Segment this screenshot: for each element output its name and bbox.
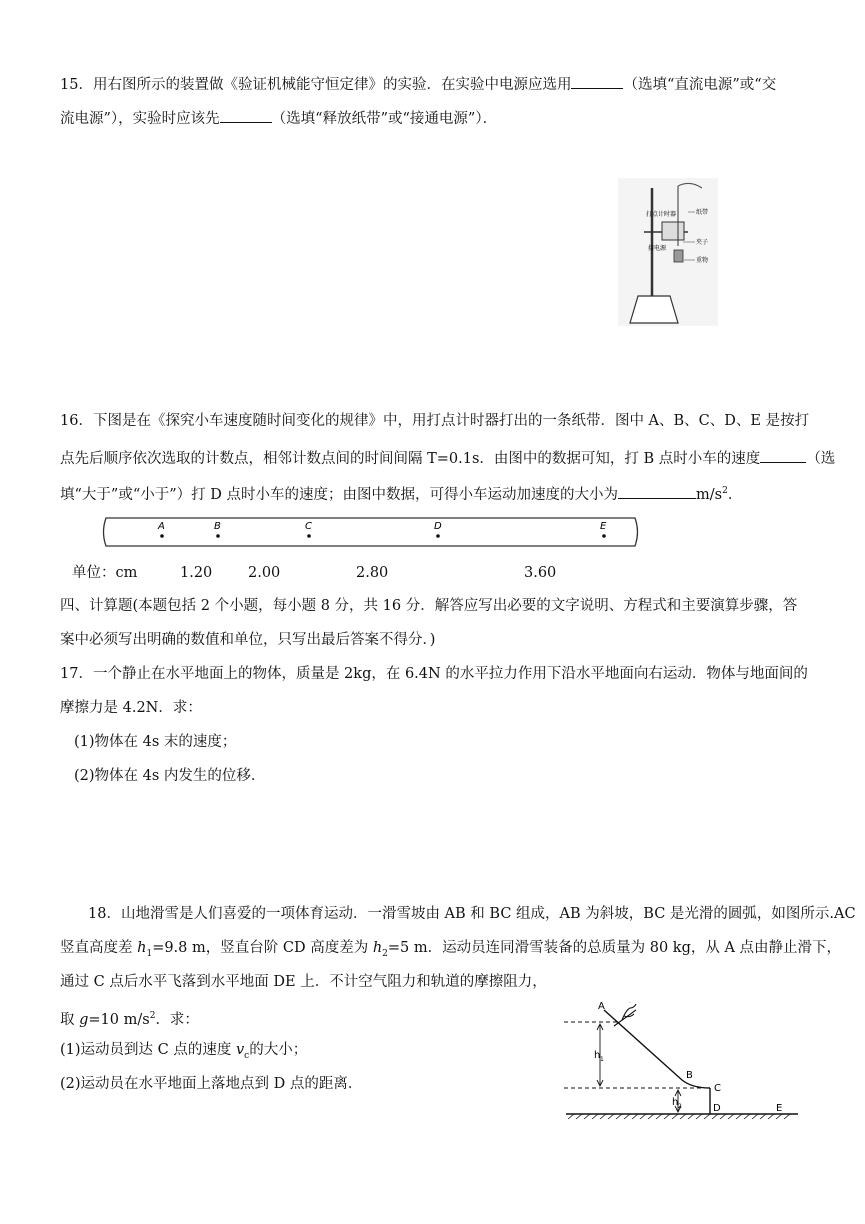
q15-text: 15．用右图所示的装置做《验证机械能守恒定律》的实验．在实验中电源应选用 (60, 77, 572, 93)
ski-slope-diagram (560, 1002, 805, 1122)
point-label: C (305, 521, 312, 532)
label-tape: 纸带 (696, 209, 709, 216)
h2-label: h (672, 1097, 679, 1108)
label-a: A (598, 1002, 605, 1012)
q18-text: 取 (60, 1011, 80, 1028)
vc-symbol: v (235, 1042, 245, 1058)
q18-text: =9.8 m，竖直台阶 CD 高度差为 (152, 940, 373, 956)
label-timer: 打点计时器 (646, 211, 677, 218)
label-b: B (686, 1070, 693, 1081)
q18-line3: 通过 C 点后水平飞落到水平地面 DE 上．不计空气阻力和轨道的摩擦阻力， (60, 974, 547, 990)
h2-dimension (672, 1090, 682, 1112)
q18-line4 (60, 1006, 199, 1030)
q18-text: 竖直高度差 (60, 940, 138, 956)
q15-text: （选填“释放纸带”或“接通电源”）． (271, 111, 498, 127)
q16-line3 (60, 481, 742, 505)
q15-line2 (60, 106, 497, 129)
q17-line2: 摩擦力是 4.2N．求： (60, 700, 202, 716)
label-weight: 重物 (696, 257, 709, 264)
h2-symbol: h (372, 940, 383, 956)
q17-sub1: (1)物体在 4s 末的速度； (74, 734, 237, 750)
tape-distance-bc: 2.00 (248, 565, 281, 581)
tape-distance-cd: 2.80 (356, 565, 389, 581)
q16-line1: 16．下图是在《探究小车速度随时间变化的规律》中，用打点计时器打出的一条纸带．图中 A、B、C、D、E 是按打 (60, 413, 810, 429)
q18-text: (1)运动员到达 C 点的速度 (60, 1042, 236, 1058)
stand-base (630, 296, 678, 323)
q18-line2 (60, 938, 841, 964)
q15-text: 流电源”），实验时应该先 (60, 111, 220, 127)
tape-unit-label: 单位：cm (72, 565, 138, 581)
q18-text: =10 m/s (88, 1011, 150, 1028)
q16-unit: m/s (696, 486, 723, 503)
h1-dimension (594, 1024, 604, 1086)
q18-line1: 18．山地滑雪是人们喜爱的一项体育运动．一滑雪坡由 AB 和 BC 组成，AB 为斜坡，BC 是光滑的圆弧，如图所示.AC (88, 906, 856, 922)
label-c: C (714, 1083, 721, 1094)
q15-line1 (60, 72, 776, 95)
label-e: E (776, 1103, 783, 1114)
q16-blank-acceleration[interactable] (618, 482, 696, 499)
label-d: D (713, 1103, 721, 1114)
q16-text: 填“大于”或“小于”）打 D 点时小车的速度；由图中数据，可得小车运动加速度的大小为 (60, 486, 618, 503)
q15-blank-order[interactable] (220, 106, 272, 123)
q17-sub2: (2)物体在 4s 内发生的位移． (74, 768, 266, 784)
section4-line2: 案中必须写出明确的数值和单位，只写出最后答案不得分．) (60, 632, 436, 648)
point-label: A (158, 521, 165, 532)
q18-text: ．求： (155, 1011, 199, 1028)
point-label: B (214, 521, 221, 532)
h1-label-sub: 1 (600, 1056, 604, 1063)
q16-text: （选 (806, 451, 836, 467)
vc-sub: c (244, 1050, 250, 1061)
h2-sub: 2 (382, 948, 388, 959)
q16-line2 (60, 446, 835, 469)
tape-distance-ab: 1.20 (180, 565, 213, 581)
h1-label: h (594, 1050, 601, 1061)
label-power: 接电源 (648, 245, 667, 252)
g-unit-sup: 2 (149, 1011, 156, 1021)
ground-hatch (568, 1114, 790, 1119)
point-label: E (600, 521, 607, 532)
tape-outline (104, 518, 638, 546)
q15-apparatus-figure (618, 178, 718, 326)
g-symbol: g (79, 1011, 89, 1028)
q18-text: 的大小； (249, 1042, 308, 1058)
h1-symbol: h (137, 940, 147, 956)
h1-sub: 1 (146, 948, 153, 959)
point-label: D (434, 521, 442, 532)
timer-body (662, 222, 684, 240)
paper-tape-figure (100, 512, 645, 554)
section4-line1: 四、计算题(本题包括 2 个小题，每小题 8 分，共 16 分．解答应写出必要的文字说明、方程式和主要演算步骤，答 (60, 598, 798, 614)
q16-text: ． (727, 486, 743, 503)
weight (674, 250, 683, 262)
q16-text: 点先后顺序依次选取的计数点，相邻计数点间的时间间隔 T=0.1s．由图中的数据可知，打 B 点时小车的速度 (60, 451, 761, 467)
q18-sub2: (2)运动员在水平地面上落地点到 D 点的距离． (60, 1076, 363, 1092)
q18-sub1 (60, 1040, 307, 1066)
label-clip: 夹子 (696, 239, 709, 246)
q16-unit-sup: 2 (722, 486, 728, 496)
q16-blank-compare[interactable] (760, 446, 806, 463)
h2-label-sub: 2 (678, 1103, 682, 1110)
q15-blank-power[interactable] (571, 72, 623, 89)
q18-text: =5 m．运动员连同滑雪装备的总质量为 80 kg，从 A 点由静止滑下， (387, 940, 842, 956)
q17-line1: 17．一个静止在水平地面上的物体，质量是 2kg，在 6.4N 的水平拉力作用下沿水平地面向右运动．物体与地面间的 (60, 666, 808, 682)
tape-distance-de: 3.60 (524, 565, 557, 581)
q15-text: （选填“直流电源”或“交 (623, 77, 777, 93)
